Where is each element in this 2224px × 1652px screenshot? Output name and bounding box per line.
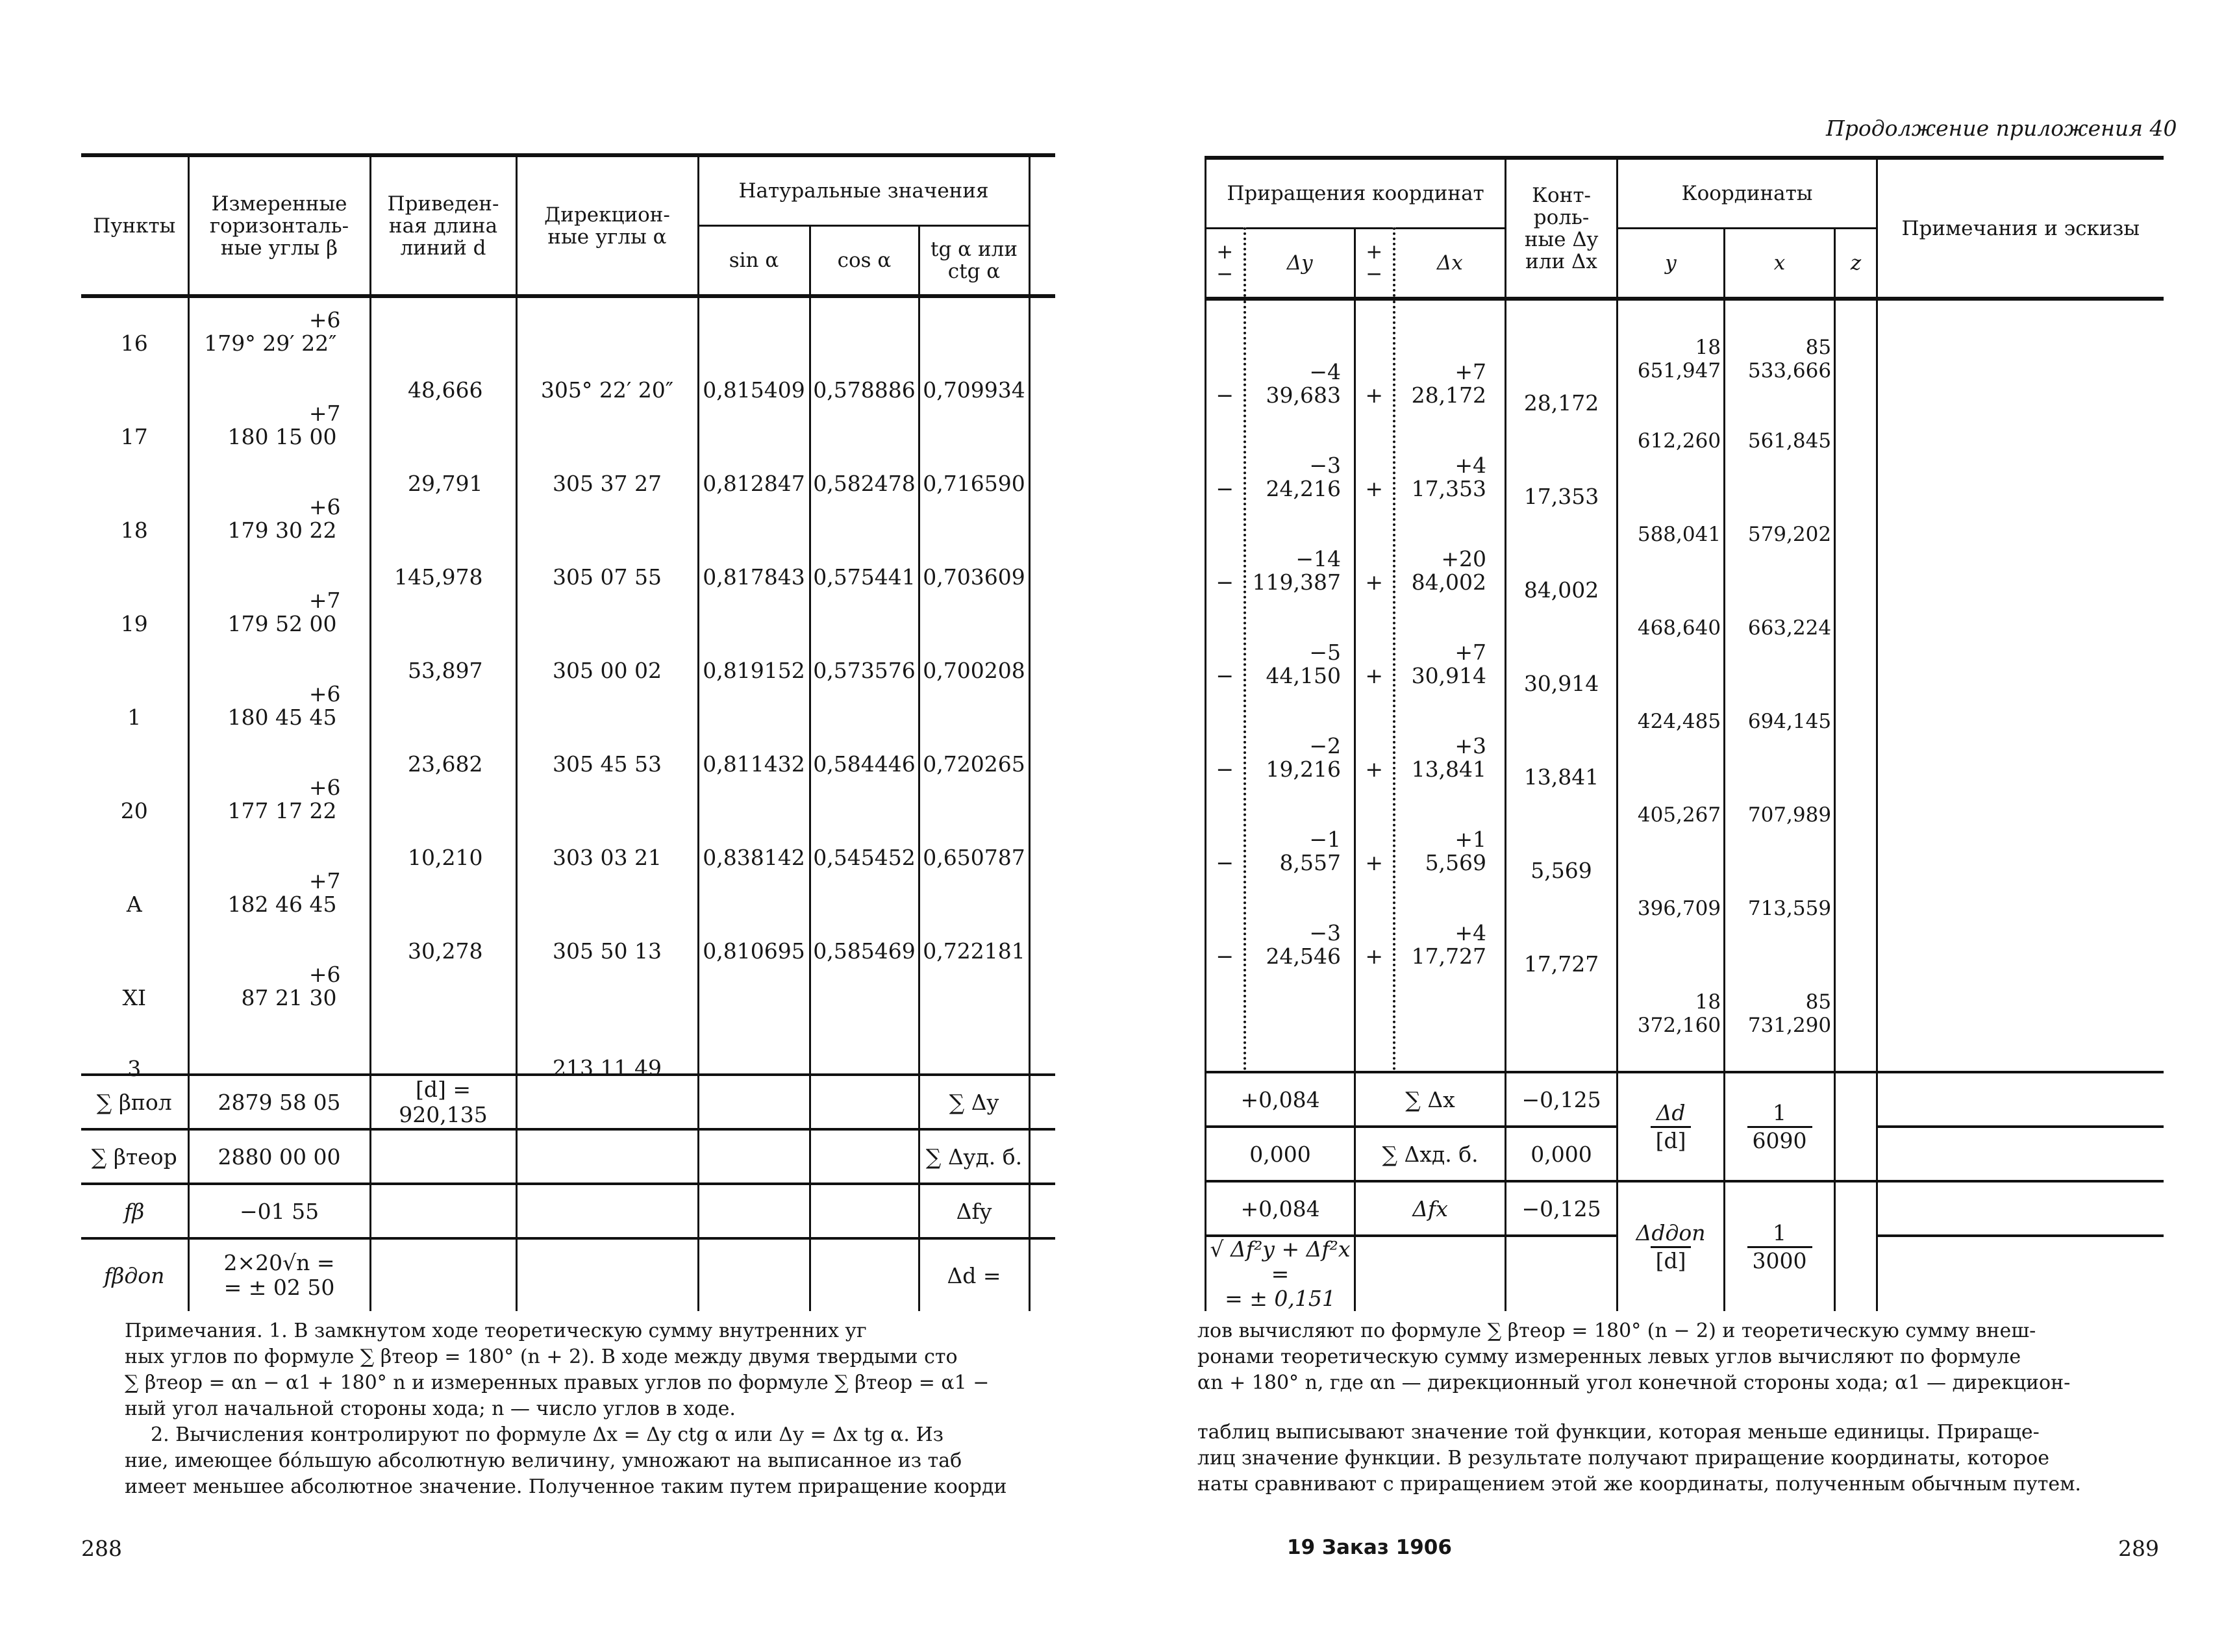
sum-beta-theor-value: 2880 00 00 <box>188 1129 370 1184</box>
sum-beta-theor-label: ∑ βтеор <box>81 1129 188 1184</box>
measured-angle: 87 21 30 <box>241 985 337 1010</box>
dy-value: 24,216 <box>1266 476 1341 501</box>
line-length: 48,666 <box>408 377 483 403</box>
header-sin: sin α <box>698 226 810 297</box>
right-notes: лов вычисляют по формуле ∑ βтеор = 180° (n − 2) и теоретическую сумму внеш- ронами теоретическую сумму измеренных левых углов вычисляют по формуле αn + 180° n, где αn — дирекционный угол конечной стороны хода; α1 — дирекцион- таблиц выписывают значение той функции, которая меньше единицы. Прираще- лиц значение функции. В результате получают приращение координаты, которое наты сравнивают с приращением этой же координаты, полученным обычным путем. <box>1197 1320 2081 1496</box>
point-label: 17 <box>120 424 148 449</box>
sum-control-db-value: 0,000 <box>1506 1127 1618 1181</box>
header-x: x <box>1725 229 1835 299</box>
fx-value: −0,125 <box>1506 1181 1618 1236</box>
dy-correction: −3 <box>1309 453 1341 478</box>
tg-value: 0,720265 <box>923 751 1025 777</box>
sum-dy-label: ∑ Δy <box>919 1075 1029 1129</box>
header-spacer <box>1029 155 1055 296</box>
point-label: XI <box>122 985 147 1010</box>
header-dy-sign: + − <box>1206 229 1245 299</box>
dx-value: 17,353 <box>1411 476 1487 501</box>
dx-correction: +1 <box>1455 827 1487 852</box>
dy-value: 19,216 <box>1266 757 1341 782</box>
x-col <box>1725 299 1835 1072</box>
running-head: Продолжение приложения 40 <box>1826 116 2177 141</box>
header-direction-angles: Дирекцион-ные углы α <box>516 155 698 296</box>
header-natural-values: Натуральные значения <box>698 155 1029 226</box>
dy-correction: −14 <box>1295 546 1341 571</box>
dy-correction: −5 <box>1309 640 1341 665</box>
header-points: Пункты <box>81 155 188 296</box>
ratio2-label: Δdдоп [d] <box>1618 1181 1725 1311</box>
angle-correction: +7 <box>308 868 341 894</box>
coord-y: 612,260 <box>1637 429 1721 453</box>
direction-angle: 305 00 02 <box>553 658 662 683</box>
cos-value: 0,575441 <box>813 564 916 590</box>
control-value: 5,569 <box>1531 858 1592 883</box>
dy-sign-col <box>1206 299 1245 1072</box>
dx-value: 5,569 <box>1425 850 1487 875</box>
print-signature: 19 Заказ 1906 <box>1287 1536 1452 1559</box>
line-length: 30,278 <box>408 938 483 964</box>
tg-col <box>919 296 1029 1075</box>
dx-correction: +20 <box>1441 546 1487 571</box>
coord-x: 85 533,666 <box>1747 336 1832 382</box>
dx-correction: +4 <box>1455 920 1487 945</box>
control-value: 17,727 <box>1523 951 1599 977</box>
line-length: 29,791 <box>408 471 483 496</box>
lengths-col <box>370 296 516 1075</box>
right-page <box>1112 0 2224 1652</box>
sum-dy-db-label: ∑ Δyд. б. <box>919 1129 1029 1184</box>
direction-angle: 213 11 49 <box>553 1055 662 1081</box>
header-tg: tg α или ctg α <box>919 226 1029 297</box>
dy-correction: −3 <box>1309 920 1341 945</box>
point-label: 1 <box>127 705 142 730</box>
dx-value: 84,002 <box>1411 569 1487 595</box>
left-notes: Примечания. 1. В замкнутом ходе теоретическую сумму внутренних уг ных углов по формуле ∑ βтеор = 180° (n + 2). В ходе между двумя твердыми сто ∑ βтеор = αn − α1 + 180° n и измеренных правых углов по формуле ∑ βтеор = α1 − ный угол начальной стороны хода; n — число углов в ходе. 2. Вычисления контролируют по формуле Δx = Δy ctg α или Δy = Δx tg α. Из ние, имеющее бо́льшую абсолютную величину, умножают на выписанное из таб имеет меньшее абсолютное значение. Полученное таким путем приращение коорди <box>125 1320 1007 1498</box>
dx-value: 13,841 <box>1411 757 1487 782</box>
cos-value: 0,573576 <box>813 658 916 683</box>
line-length: 10,210 <box>408 845 483 870</box>
dy-sign: − <box>1216 476 1234 501</box>
header-cos: cos α <box>810 226 919 297</box>
coord-x: 663,224 <box>1747 616 1832 640</box>
dx-sign: + <box>1365 663 1384 688</box>
angle-correction: +6 <box>308 962 341 987</box>
dy-sign: − <box>1216 757 1234 782</box>
sum-beta-measured-label: ∑ βпол <box>81 1075 188 1129</box>
sum-length-value: [d] = 920,135 <box>370 1075 516 1129</box>
sum-control-value: −0,125 <box>1506 1072 1618 1127</box>
page-number-right: 289 <box>2118 1536 2159 1561</box>
angle-correction: +7 <box>308 401 341 426</box>
point-label: 16 <box>120 331 148 356</box>
direction-angle: 305° 22′ 20″ <box>540 377 674 403</box>
sum-beta-measured-value: 2879 58 05 <box>188 1075 370 1129</box>
coord-y: 18 651,947 <box>1637 336 1721 382</box>
control-value: 13,841 <box>1523 764 1599 790</box>
coord-x: 579,202 <box>1747 523 1832 546</box>
cos-value: 0,585469 <box>813 938 916 964</box>
dy-col <box>1245 299 1355 1072</box>
dx-correction: +7 <box>1455 640 1487 665</box>
cos-value: 0,582478 <box>813 471 916 496</box>
fx-label: Δfx <box>1355 1181 1506 1236</box>
header-control: Конт-роль-ные Δy или Δx <box>1506 158 1618 299</box>
dy-correction: −1 <box>1309 827 1341 852</box>
header-dx-sign: + − <box>1355 229 1394 299</box>
directions-col <box>516 296 698 1081</box>
line-length: 145,978 <box>394 564 483 590</box>
measured-angle: 182 46 45 <box>227 892 337 917</box>
dx-value: 28,172 <box>1411 382 1487 408</box>
dy-correction: −4 <box>1309 359 1341 384</box>
tg-value: 0,700208 <box>923 658 1025 683</box>
dy-sign: − <box>1216 944 1234 969</box>
dx-sign: + <box>1365 944 1384 969</box>
dx-sign-col <box>1355 299 1394 1072</box>
control-col <box>1506 299 1618 1072</box>
coord-x: 85 731,290 <box>1747 990 1832 1037</box>
sin-value: 0,817843 <box>703 564 805 590</box>
coord-x: 561,845 <box>1747 429 1832 453</box>
f-beta-allowed-value: 2×20√n = = ± 02 50 <box>188 1238 370 1311</box>
control-value: 30,914 <box>1523 671 1599 696</box>
dy-value: 39,683 <box>1266 382 1341 408</box>
coord-y: 18 372,160 <box>1637 990 1721 1037</box>
angles-col <box>188 296 370 1075</box>
direction-angle: 305 50 13 <box>553 938 662 964</box>
left-table <box>81 153 1055 1311</box>
point-label: A <box>126 892 142 917</box>
f-beta-value: −01 55 <box>188 1184 370 1238</box>
page-number-left: 288 <box>81 1536 122 1561</box>
dy-sign: − <box>1216 850 1234 875</box>
dy-correction: −2 <box>1309 733 1341 758</box>
direction-angle: 305 07 55 <box>553 564 662 590</box>
sin-value: 0,819152 <box>703 658 805 683</box>
f-beta-allowed-label: fβдоп <box>81 1238 188 1311</box>
sum-dy-value: +0,084 <box>1206 1072 1355 1127</box>
coord-x: 713,559 <box>1747 897 1832 920</box>
measured-angle: 179° 29′ 22″ <box>204 331 337 356</box>
linear-misclosure: √ Δf²y + Δf²x = = ± 0,151 <box>1206 1236 1355 1311</box>
ratio1-value: 1 6090 <box>1725 1072 1835 1181</box>
control-value: 84,002 <box>1523 577 1599 603</box>
tg-value: 0,716590 <box>923 471 1025 496</box>
point-label: 18 <box>120 518 148 543</box>
point-label: 20 <box>120 798 148 823</box>
coord-x: 707,989 <box>1747 803 1832 827</box>
dy-value: 24,546 <box>1266 944 1341 969</box>
dx-value: 30,914 <box>1411 663 1487 688</box>
delta-fy-label: Δfy <box>919 1184 1029 1238</box>
tg-value: 0,650787 <box>923 845 1025 870</box>
sin-value: 0,838142 <box>703 845 805 870</box>
cos-col <box>810 296 919 1075</box>
sin-col <box>698 296 810 1075</box>
measured-angle: 179 30 22 <box>227 518 337 543</box>
sin-value: 0,815409 <box>703 377 805 403</box>
coord-y: 424,485 <box>1637 710 1721 733</box>
header-z: z <box>1835 229 1877 299</box>
measured-angle: 180 15 00 <box>227 424 337 449</box>
ratio1-label: Δd [d] <box>1618 1072 1725 1181</box>
sum-dx-label: ∑ Δx <box>1355 1072 1506 1127</box>
fy-value: +0,084 <box>1206 1181 1355 1236</box>
header-notes: Примечания и эскизы <box>1877 158 2164 299</box>
delta-d-label: Δd = <box>919 1238 1029 1311</box>
measured-angle: 177 17 22 <box>227 798 337 823</box>
angle-correction: +6 <box>308 681 341 707</box>
dx-sign: + <box>1365 476 1384 501</box>
dy-sign: − <box>1216 663 1234 688</box>
sin-value: 0,811432 <box>703 751 805 777</box>
sin-value: 0,810695 <box>703 938 805 964</box>
cos-value: 0,545452 <box>813 845 916 870</box>
coord-y: 405,267 <box>1637 803 1721 827</box>
dx-value: 17,727 <box>1411 944 1487 969</box>
dx-correction: +7 <box>1455 359 1487 384</box>
header-increments: Приращения координат <box>1206 158 1506 229</box>
dx-correction: +4 <box>1455 453 1487 478</box>
header-coords: Координаты <box>1618 158 1877 229</box>
angle-correction: +7 <box>308 588 341 613</box>
dy-value: 44,150 <box>1266 663 1341 688</box>
sum-dx-db-label: ∑ Δxд. б. <box>1355 1127 1506 1181</box>
ratio2-value: 1 3000 <box>1725 1181 1835 1311</box>
tg-value: 0,709934 <box>923 377 1025 403</box>
dx-correction: +3 <box>1455 733 1487 758</box>
right-table <box>1205 156 2164 1311</box>
cos-value: 0,584446 <box>813 751 916 777</box>
angle-correction: +6 <box>308 494 341 519</box>
y-col <box>1618 299 1725 1072</box>
control-value: 28,172 <box>1523 390 1599 416</box>
dy-value: 119,387 <box>1252 569 1341 595</box>
point-label: 3 <box>127 1056 142 1081</box>
line-length: 23,682 <box>408 751 483 777</box>
dx-col <box>1394 299 1506 1072</box>
control-value: 17,353 <box>1523 484 1599 509</box>
coord-y: 396,709 <box>1637 897 1721 920</box>
coord-y: 588,041 <box>1637 523 1721 546</box>
cos-value: 0,578886 <box>813 377 916 403</box>
dx-sign: + <box>1365 382 1384 408</box>
dx-sign: + <box>1365 569 1384 595</box>
coord-y: 468,640 <box>1637 616 1721 640</box>
header-dx: Δx <box>1394 229 1506 299</box>
angle-correction: +6 <box>308 775 341 800</box>
dy-value: 8,557 <box>1279 850 1341 875</box>
tg-value: 0,722181 <box>923 938 1025 964</box>
sum-dy-db-value: 0,000 <box>1206 1127 1355 1181</box>
direction-angle: 305 45 53 <box>553 751 662 777</box>
angle-correction: +6 <box>308 307 341 332</box>
header-measured-angles: Измеренные горизонталь-ные углы β <box>188 155 370 296</box>
tg-value: 0,703609 <box>923 564 1025 590</box>
dx-sign: + <box>1365 757 1384 782</box>
dy-sign: − <box>1216 382 1234 408</box>
points-col <box>81 296 188 1081</box>
dx-sign: + <box>1365 850 1384 875</box>
f-beta-label: fβ <box>81 1184 188 1238</box>
coord-x: 694,145 <box>1747 710 1832 733</box>
header-reduced-length: Приведен-ная длина линий d <box>370 155 516 296</box>
header-dy: Δy <box>1245 229 1355 299</box>
header-y: y <box>1618 229 1725 299</box>
measured-angle: 180 45 45 <box>227 705 337 730</box>
direction-angle: 303 03 21 <box>553 845 662 870</box>
line-length: 53,897 <box>408 658 483 683</box>
sin-value: 0,812847 <box>703 471 805 496</box>
measured-angle: 179 52 00 <box>227 611 337 636</box>
dy-sign: − <box>1216 569 1234 595</box>
direction-angle: 305 37 27 <box>553 471 662 496</box>
point-label: 19 <box>120 611 148 636</box>
